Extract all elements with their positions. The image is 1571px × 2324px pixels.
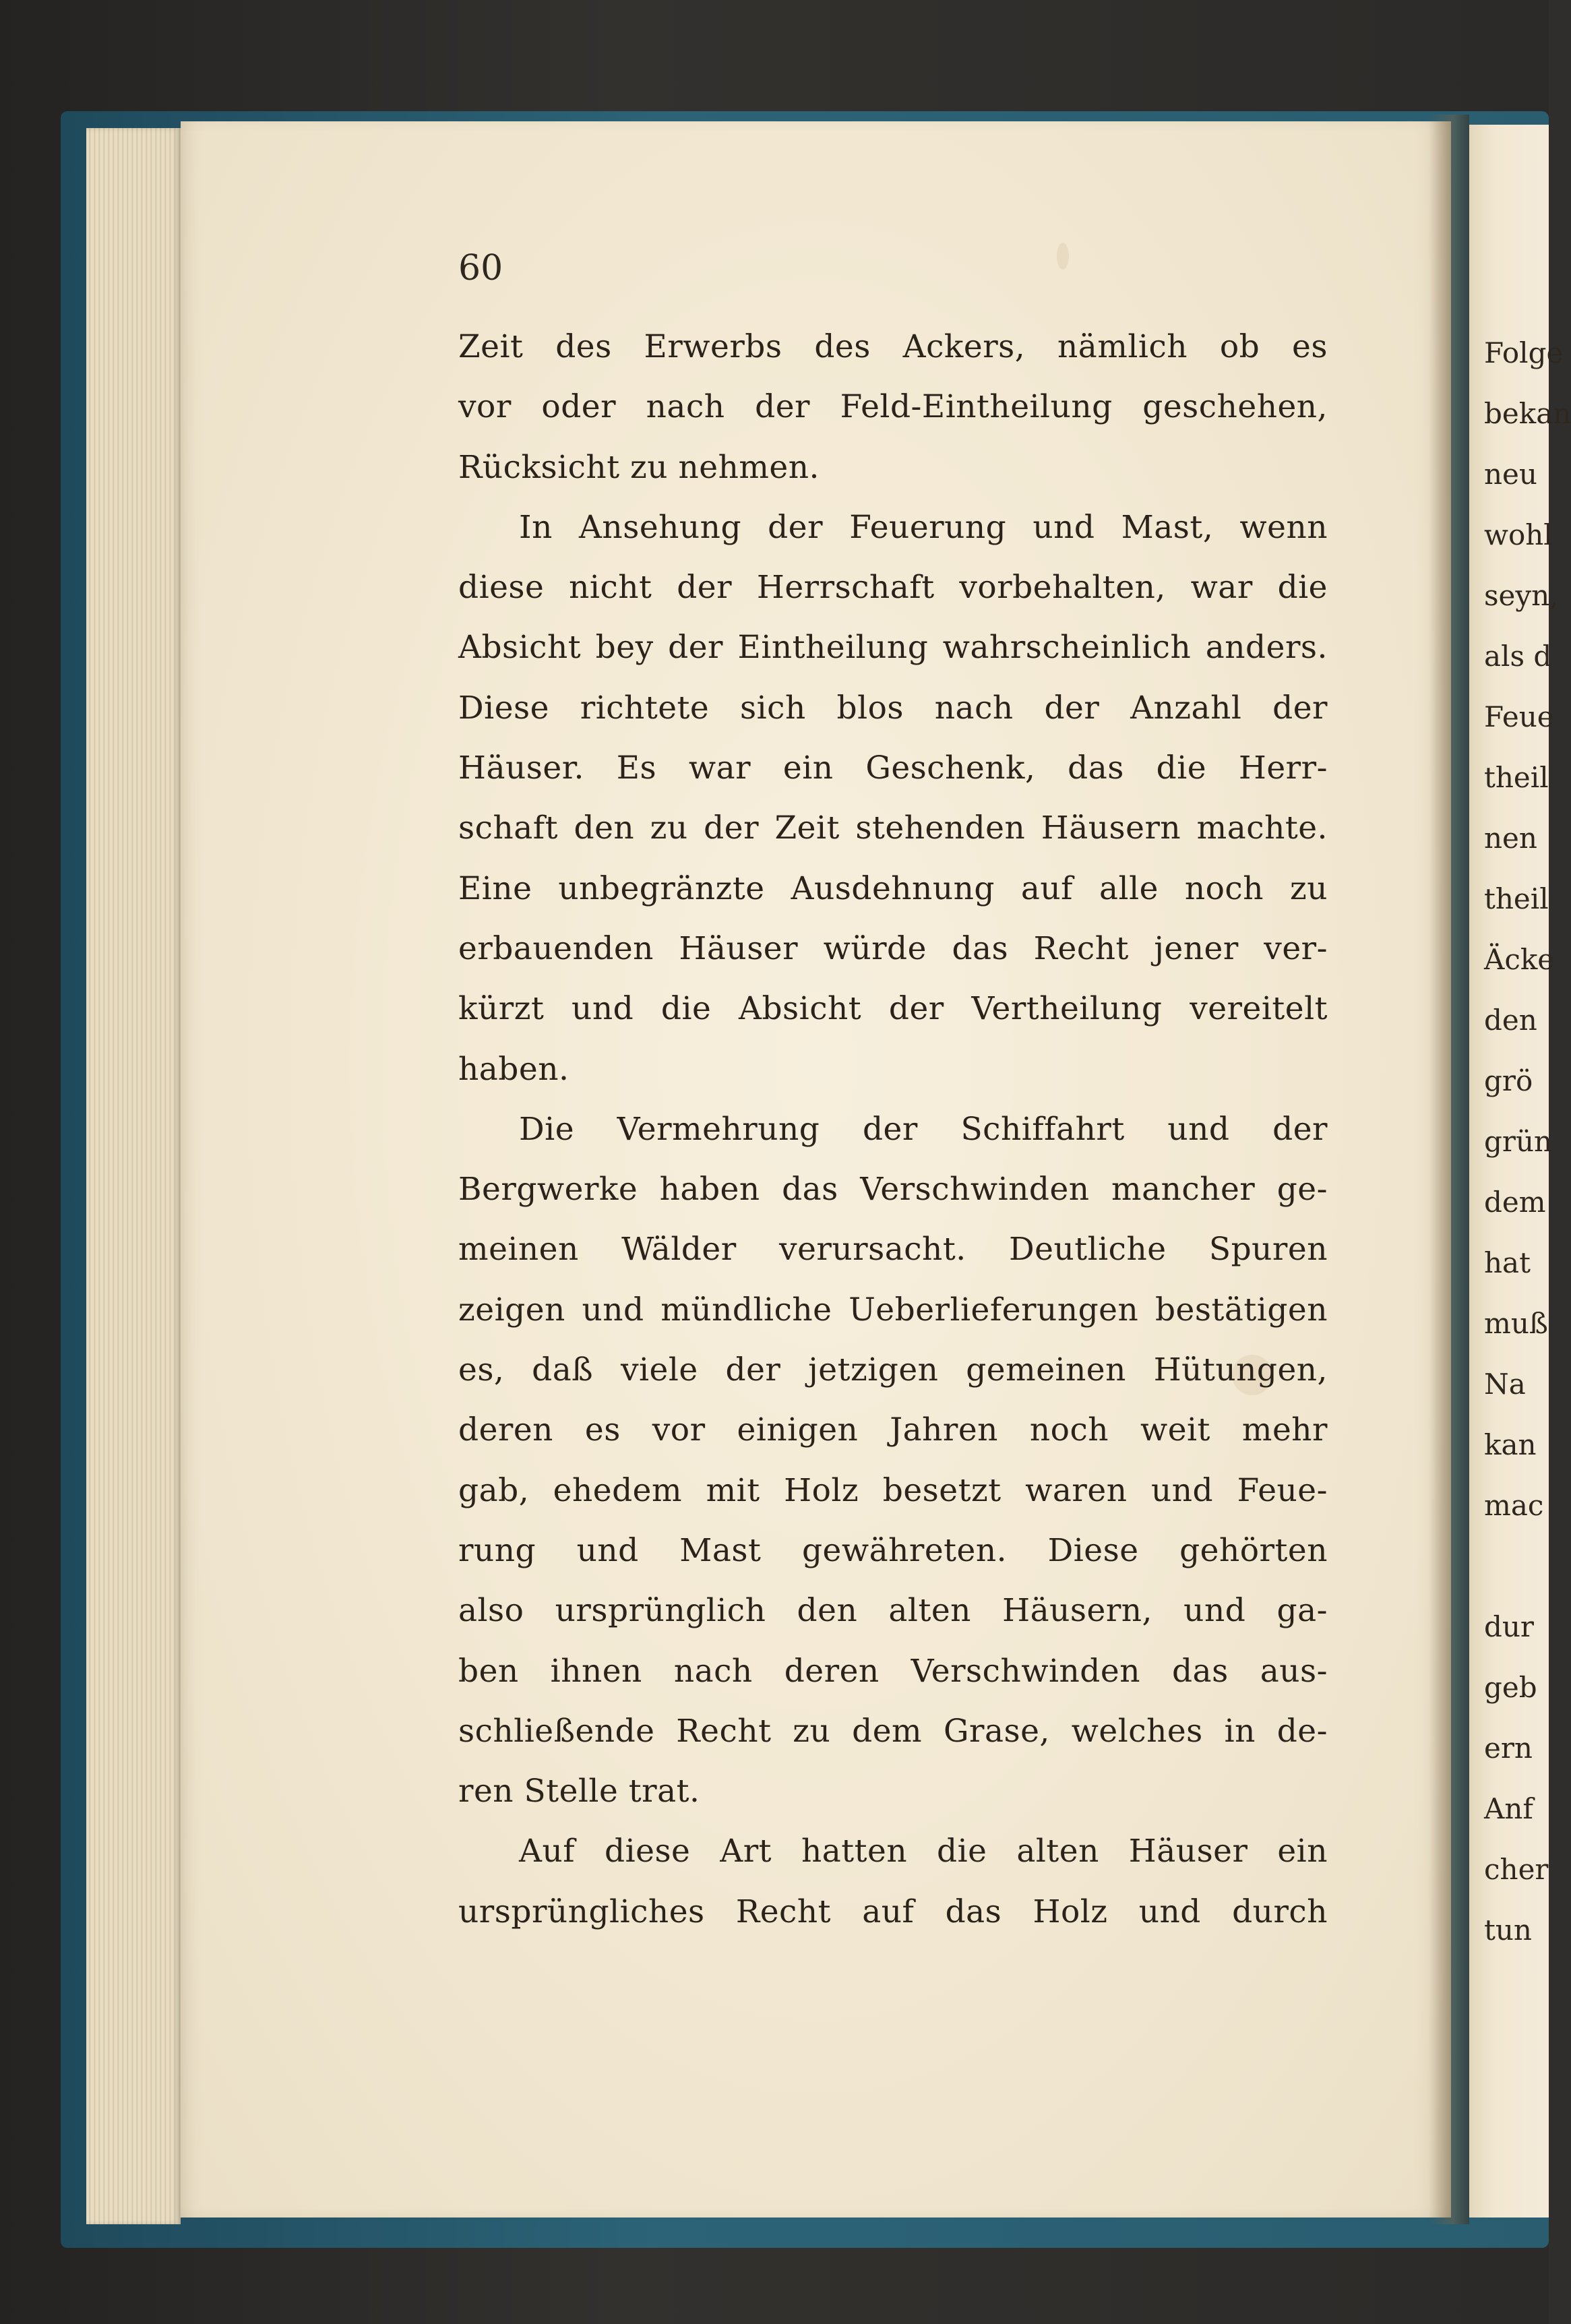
next-page-fragment: wohl (1484, 518, 1553, 551)
paper-stain (1057, 243, 1069, 270)
next-page-fragment: geb (1484, 1671, 1537, 1704)
text-line: Häuser. Es war ein Geschenk, das die Herr- (458, 750, 1328, 787)
book-gutter (1429, 115, 1469, 2224)
text-line: Auf diese Art hatten die alten Häuser ein (519, 1833, 1328, 1870)
page-text (458, 317, 1328, 1942)
next-page-fragment: dem (1484, 1186, 1546, 1219)
next-page-fragment: als d (1484, 640, 1552, 673)
text-line: gab, ehedem mit Holz besetzt waren und Feue- (458, 1471, 1328, 1509)
next-page-fragment: den (1484, 1004, 1537, 1037)
next-page-fragment: mac (1484, 1489, 1544, 1522)
text-line: ursprüngliches Recht auf das Holz und durch (458, 1893, 1328, 1930)
next-page-fragment: dur (1484, 1610, 1535, 1643)
text-line: Zeit des Erwerbs des Ackers, nämlich ob es (458, 328, 1328, 365)
next-page-fragment: grö (1484, 1064, 1533, 1097)
next-page-fragment: Äcke (1484, 943, 1555, 976)
next-page-fragment: theil (1484, 882, 1549, 915)
next-page-fragment: Folge (1484, 336, 1564, 369)
text-line: Rücksicht zu nehmen. (458, 448, 820, 486)
page-edges (86, 128, 181, 2224)
next-page-fragment: hat (1484, 1246, 1531, 1279)
text-line: diese nicht der Herrschaft vorbehalten, war die (458, 569, 1328, 607)
next-page-fragment: Anf (1484, 1792, 1533, 1825)
next-page-fragment: seyn, (1484, 579, 1559, 612)
text-line: rung und Mast gewähreten. Diese gehörten (458, 1531, 1328, 1569)
text-line: also ursprünglich den alten Häusern, und ga- (458, 1592, 1328, 1630)
text-line: In Ansehung der Feuerung und Mast, wenn (519, 508, 1328, 546)
text-line: haben. (458, 1050, 569, 1088)
next-page-fragment: bekan (1484, 397, 1571, 430)
next-page-fragment: Feue (1484, 700, 1554, 733)
text-line: deren es vor einigen Jahren noch weit mehr (458, 1411, 1328, 1449)
next-page-fragment: nen (1484, 822, 1537, 855)
text-line: Absicht bey der Eintheilung wahrscheinlich anders. (458, 629, 1328, 667)
next-page-fragment: theil (1484, 761, 1549, 794)
next-page-fragment: cher (1484, 1853, 1549, 1886)
book-page-right-edge (1469, 125, 1571, 2218)
text-line: schließende Recht zu dem Grase, welches in de- (458, 1712, 1328, 1750)
text-line: Die Vermehrung der Schiffahrt und der (519, 1110, 1328, 1148)
text-line: vor oder nach der Feld-Eintheilung geschehen, (458, 388, 1328, 426)
page-number: 60 (458, 248, 503, 288)
text-line: Eine unbegränzte Ausdehnung auf alle noch zu (458, 869, 1328, 907)
next-page-fragment: tun (1484, 1914, 1532, 1947)
text-line: schaft den zu der Zeit stehenden Häusern machte. (458, 809, 1328, 847)
text-line: ben ihnen nach deren Verschwinden das aus- (458, 1652, 1328, 1690)
next-page-fragment: kan (1484, 1428, 1537, 1461)
text-line: Diese richtete sich blos nach der Anzahl der (458, 689, 1328, 727)
next-page-fragment: neu (1484, 458, 1537, 491)
text-line: meinen Wälder verursacht. Deutliche Spuren (458, 1231, 1328, 1268)
next-page-fragment: ern (1484, 1732, 1533, 1765)
text-line: kürzt und die Absicht der Vertheilung vereitelt (458, 990, 1328, 1028)
text-line: Bergwerke haben das Verschwinden mancher ge- (458, 1171, 1328, 1209)
next-page-fragment: Na (1484, 1368, 1526, 1401)
text-line: erbauenden Häuser würde das Recht jener ver- (458, 929, 1328, 967)
text-line: es, daß viele der jetzigen gemeinen Hütungen, (458, 1351, 1328, 1389)
text-line: ren Stelle trat. (458, 1773, 700, 1810)
text-line: zeigen und mündliche Ueberlieferungen bestätigen (458, 1291, 1328, 1328)
next-page-fragment: grün (1484, 1125, 1553, 1158)
next-page-fragment: muß (1484, 1307, 1548, 1340)
